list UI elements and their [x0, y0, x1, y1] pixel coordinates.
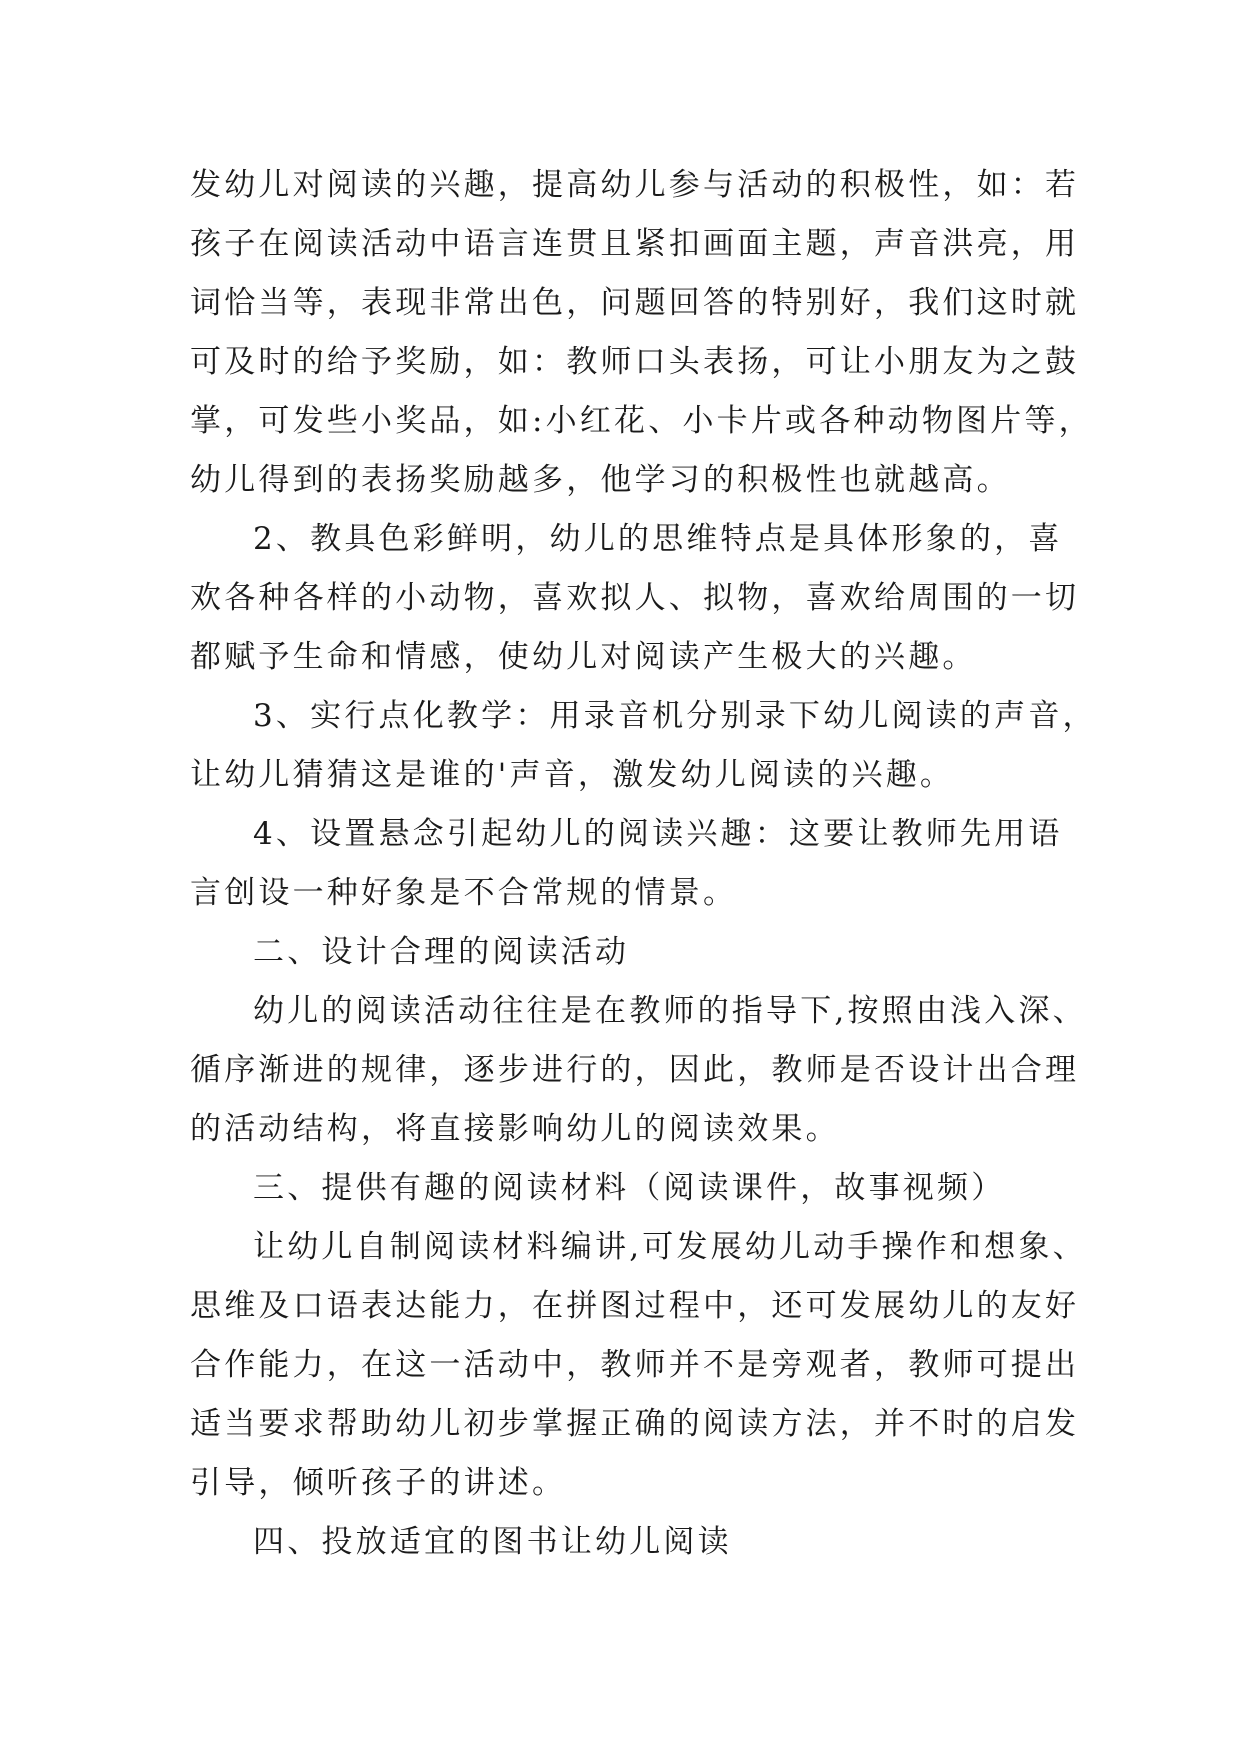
section-heading: 三、提供有趣的阅读材料（阅读课件，故事视频） — [253, 1170, 1006, 1206]
text-line: 欢各种各样的小动物，喜欢拟人、拟物，喜欢给周围的一切 — [190, 580, 1080, 616]
body-text — [190, 156, 1097, 1572]
paragraph-start-line: 3、实行点化教学：用录音机分别录下幼儿阅读的声音， — [253, 698, 1097, 734]
text-line: 言创设一种好象是不合常规的情景。 — [190, 875, 738, 911]
section-heading: 四、投放适宜的图书让幼儿阅读 — [253, 1524, 732, 1560]
paragraph-start-line: 让幼儿自制阅读材料编讲,可发展幼儿动手操作和想象、 — [253, 1229, 1087, 1265]
section-heading: 二、设计合理的阅读活动 — [253, 934, 630, 970]
text-line: 掌，可发些小奖品，如:小红花、小卡片或各种动物图片等， — [190, 403, 1093, 439]
text-line: 发幼儿对阅读的兴趣，提高幼儿参与活动的积极性，如：若 — [190, 167, 1080, 203]
text-line: 适当要求帮助幼儿初步掌握正确的阅读方法，并不时的启发 — [190, 1406, 1080, 1442]
text-line: 可及时的给予奖励，如：教师口头表扬，可让小朋友为之鼓 — [190, 344, 1080, 380]
text-line: 的活动结构，将直接影响幼儿的阅读效果。 — [190, 1111, 840, 1147]
text-line: 循序渐进的规律，逐步进行的，因此，教师是否设计出合理 — [190, 1052, 1080, 1088]
text-line: 孩子在阅读活动中语言连贯且紧扣画面主题，声音洪亮，用 — [190, 226, 1080, 262]
text-line: 思维及口语表达能力，在拼图过程中，还可发展幼儿的友好 — [190, 1288, 1080, 1324]
paragraph-start-line: 幼儿的阅读活动往往是在教师的指导下,按照由浅入深、 — [253, 993, 1087, 1029]
paragraph-start-line: 2、教具色彩鲜明，幼儿的思维特点是具体形象的，喜 — [253, 521, 1063, 557]
text-line: 合作能力，在这一活动中，教师并不是旁观者，教师可提出 — [190, 1347, 1080, 1383]
paragraph-start-line: 4、设置悬念引起幼儿的阅读兴趣：这要让教师先用语 — [253, 816, 1063, 852]
text-line: 都赋予生命和情感，使幼儿对阅读产生极大的兴趣。 — [190, 639, 977, 675]
text-line: 让幼儿猜猜这是谁的'声音，激发幼儿阅读的兴趣。 — [190, 757, 955, 793]
text-line: 幼儿得到的表扬奖励越多，他学习的积极性也就越高。 — [190, 462, 1011, 498]
text-line: 引导，倾听孩子的讲述。 — [190, 1465, 567, 1501]
text-line: 词恰当等，表现非常出色，问题回答的特别好，我们这时就 — [190, 285, 1080, 321]
